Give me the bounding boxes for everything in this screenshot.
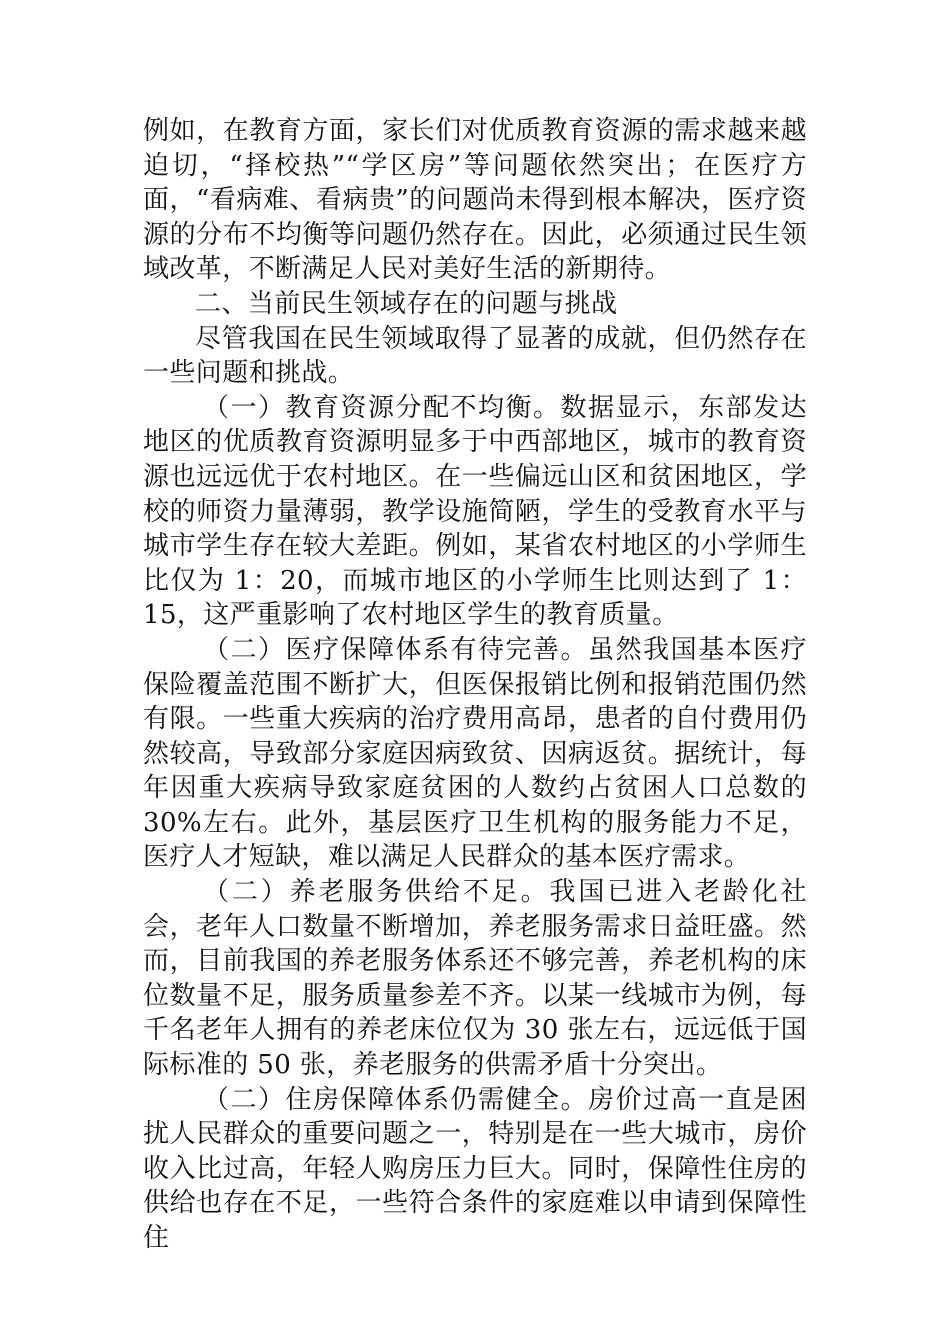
paragraph-housing: （二）住房保障体系仍需健全。房价过高一直是困扰人民群众的重要问题之一，特别是在一些大城市，房价收入比过高，年轻人购房压力巨大。同时，保障性住房的供给也存在不足，一些符合条件的家庭难以申请到保障性住: [143, 1084, 807, 1253]
paragraph-section-intro: 尽管我国在民生领域取得了显著的成就，但仍然存在一些问题和挑战。: [143, 323, 807, 389]
paragraph-medical: （二）医疗保障体系有待完善。虽然我国基本医疗保险覆盖范围不断扩大，但医保报销比例和报销范围仍然有限。一些重大疾病的治疗费用高昂，患者的自付费用仍然较高，导致部分家庭因病致贫、因病返贫。据统计，每年因重大疾病导致家庭贫困的人数约占贫困人口总数的 30%左右。此外，基层医疗卫生机构的服务能力不足，医疗人才短缺，难以满足人民群众的基本医疗需求。: [143, 634, 807, 873]
paragraph-education: （一）教育资源分配不均衡。数据显示，东部发达地区的优质教育资源明显多于中西部地区，城市的教育资源也远远优于农村地区。在一些偏远山区和贫困地区，学校的师资力量薄弱，教学设施简陋，学生的受教育水平与城市学生存在较大差距。例如，某省农村地区的小学师生比仅为 1：20，而城市地区的小学师生比则达到了 1：15，这严重影响了农村地区学生的教育质量。: [143, 392, 807, 631]
document-body: [143, 114, 807, 1256]
paragraph-intro-continued: 例如，在教育方面，家长们对优质教育资源的需求越来越迫切，“择校热”“学区房”等问题依然突出；在医疗方面，“看病难、看病贵”的问题尚未得到根本解决，医疗资源的分布不均衡等问题仍然存在。因此，必须通过民生领域改革，不断满足人民对美好生活的新期待。: [143, 116, 807, 285]
paragraph-elderly-care: （二）养老服务供给不足。我国已进入老龄化社会，老年人口数量不断增加，养老服务需求日益旺盛。然而，目前我国的养老服务体系还不够完善，养老机构的床位数量不足，服务质量参差不齐。以某一线城市为例，每千名老年人拥有的养老床位仅为 30 张左右，远远低于国际标准的 50 张，养老服务的供需矛盾十分突出。: [143, 877, 807, 1081]
section-heading: 二、当前民生领域存在的问题与挑战: [195, 288, 618, 319]
